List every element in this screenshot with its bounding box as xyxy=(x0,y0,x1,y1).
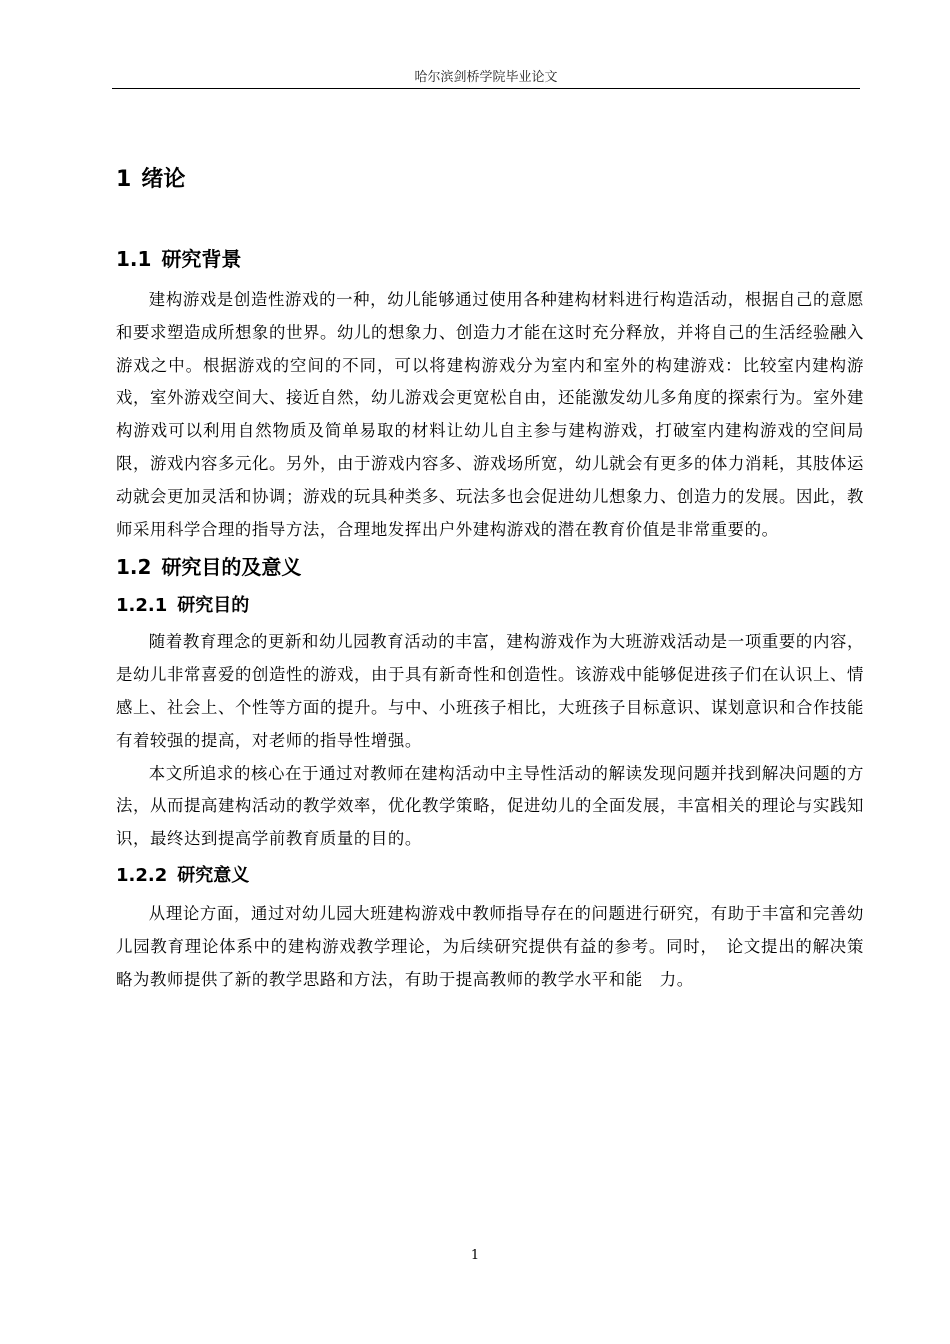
subsection-heading-1-2-2 xyxy=(116,858,864,894)
section-heading-1-1 xyxy=(116,240,864,278)
chapter-title: 绪论 xyxy=(141,167,186,192)
section-title: 研究目的及意义 xyxy=(161,555,302,580)
section-title: 研究背景 xyxy=(161,247,242,271)
subsection-heading-1-2-1 xyxy=(116,588,864,624)
subsection-number: 1.2.1 xyxy=(116,595,168,617)
section-heading-1-2 xyxy=(116,548,864,586)
subsection-title: 研究意义 xyxy=(177,864,250,886)
subsection-title: 研究目的 xyxy=(177,595,250,617)
page-number: 1 xyxy=(470,1248,480,1263)
paragraph-purpose-2: 本文所追求的核心在于通过对教师在建构活动中主导性活动的解读发现问题并找到解决问题的方法，从而提高建构活动的教学效率，优化教学策略，促进幼儿的全面发展，丰富相关的理论与实践知识，最终达到提高学前教育质量的目的。 xyxy=(116,763,864,849)
paragraph-background: 建构游戏是创造性游戏的一种，幼儿能够通过使用各种建构材料进行构造活动，根据自己的意愿和要求塑造成所想象的世界。幼儿的想象力、创造力才能在这时充分释放，并将自己的生活经验融入游戏之中。根据游戏的空间的不同，可以将建构游戏分为室内和室外的构建游戏：比较室内建构游戏，室外游戏空间大、接近自然，幼儿游戏会更宽松自由，还能激发幼儿多角度的探索行为。室外建构游戏可以利用自然物质及简单易取的材料让幼儿自主参与建构游戏，打破室内建构游戏的空间局限，游戏内容多元化。另外，由于游戏内容多、游戏场所宽，幼儿就会有更多的体力消耗，其肢体运动就会更加灵活和协调；游戏的玩具种类多、玩法多也会促进幼儿想象力、创造力的发展。因此，教师采用科学合理的指导方法，合理地发挥出户外建构游戏的潜在教育价值是非常重要的。 xyxy=(116,290,864,539)
subsection-number: 1.2.2 xyxy=(116,864,168,886)
header-rule xyxy=(112,88,860,89)
page-body xyxy=(116,158,864,996)
running-header: 哈尔滨剑桥学院毕业论文 xyxy=(414,70,558,85)
paragraph-purpose-1: 随着教育理念的更新和幼儿园教育活动的丰富，建构游戏作为大班游戏活动是一项重要的内容，是幼儿非常喜爱的创造性的游戏，由于具有新奇性和创造性。该游戏中能够促进孩子们在认识上、情感上、社会上、个性等方面的提升。与中、小班孩子相比，大班孩子目标意识、谋划意识和合作技能有着较强的提高，对老师的指导性增强。 xyxy=(116,632,864,750)
paragraph-significance: 从理论方面，通过对幼儿园大班建构游戏中教师指导存在的问题进行研究，有助于丰富和完善幼儿园教育理论体系中的建构游戏教学理论，为后续研究提供有益的参考。同时， 论文提出的解决策略为教师提供了新的教学思路和方法，有助于提高教师的教学水平和能 力。 xyxy=(116,903,864,989)
chapter-number: 1 xyxy=(116,167,132,192)
chapter-heading xyxy=(116,158,864,202)
section-number: 1.1 xyxy=(116,247,152,271)
section-number: 1.2 xyxy=(116,555,152,580)
